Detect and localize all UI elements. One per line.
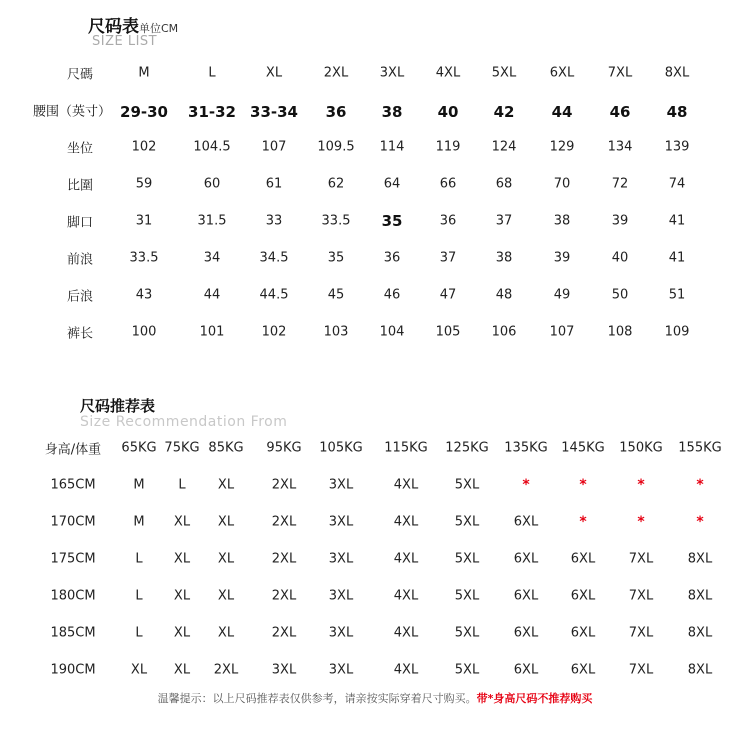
recommend-cell: 4XL [393,588,419,604]
recommend-cell: 2XL [271,625,297,641]
size-row-label: 后浪 [66,289,94,305]
size-cell: 36 [439,213,457,229]
size-cell: 33.5 [321,213,351,229]
size-cell: 139 [664,139,690,155]
size-cell: 4XL [435,65,461,81]
size-row-label: 比圍 [66,178,94,194]
weight-header: 65KG [121,440,157,456]
recommend-cell: 3XL [271,662,297,678]
height-label: 190CM [50,662,96,678]
size-cell: 37 [495,213,513,229]
size-cell: 46 [609,103,631,121]
size-cell: 129 [549,139,575,155]
size-cell: 7XL [607,65,633,81]
recommend-cell: L [135,588,143,604]
size-cell: 33.5 [129,250,159,266]
size-cell: 33 [265,213,283,229]
recommend-cell: 5XL [454,662,480,678]
height-label: 180CM [50,588,96,604]
size-cell: 37 [439,250,457,266]
recommend-cell: 3XL [328,514,354,530]
recommend-cell: XL [217,477,235,493]
size-row-label: 尺碼 [66,67,94,83]
recommend-cell: 8XL [687,588,713,604]
recommend-cell: 2XL [271,477,297,493]
size-cell: 49 [553,287,571,303]
size-cell: L [208,65,216,81]
size-cell: 109 [664,324,690,340]
recommend-cell: 8XL [687,662,713,678]
height-label: 165CM [50,477,96,493]
footer-note [0,690,750,706]
size-cell: 102 [131,139,157,155]
weight-header: 145KG [561,440,605,456]
weight-header: 135KG [504,440,548,456]
recommend-cell: XL [173,551,191,567]
size-cell: 48 [666,103,688,121]
recommend-table-subtitle: Size Recommendation From [80,414,288,430]
size-cell: 102 [261,324,287,340]
size-cell: 100 [131,324,157,340]
size-cell: 5XL [491,65,517,81]
recommend-cell: 8XL [687,625,713,641]
recommend-cell: 6XL [513,625,539,641]
recommend-cell: 4XL [393,625,419,641]
size-table-subtitle: SIZE LIST [92,34,158,49]
recommend-cell: 3XL [328,625,354,641]
size-cell: 40 [611,250,629,266]
size-cell: 43 [135,287,153,303]
size-cell: 105 [435,324,461,340]
not-recommended-mark: * [579,514,587,530]
size-cell: 41 [668,250,686,266]
recommend-cell: 6XL [570,551,596,567]
size-cell: 38 [553,213,571,229]
size-cell: 29-30 [120,103,168,121]
recommend-cell: XL [217,625,235,641]
recommend-cell: 6XL [570,662,596,678]
recommend-cell: 6XL [513,514,539,530]
size-cell: 35 [381,212,403,230]
size-cell: 124 [491,139,517,155]
recommend-corner-label: 身高/体重 [44,442,102,458]
recommend-cell: 8XL [687,551,713,567]
size-cell: 39 [611,213,629,229]
recommend-cell: L [135,551,143,567]
not-recommended-mark: * [696,514,704,530]
recommend-cell: 3XL [328,551,354,567]
recommend-cell: L [178,477,186,493]
recommend-cell: 7XL [628,662,654,678]
size-cell: 106 [491,324,517,340]
size-cell: 6XL [549,65,575,81]
weight-header: 155KG [678,440,722,456]
size-cell: 61 [265,176,283,192]
size-row-label: 脚口 [66,215,94,231]
size-cell: 109.5 [317,139,355,155]
size-cell: 35 [327,250,345,266]
size-row-label: 裤长 [66,326,94,342]
recommend-cell: 6XL [570,588,596,604]
size-cell: 41 [668,213,686,229]
recommend-cell: 5XL [454,588,480,604]
recommend-cell: 5XL [454,477,480,493]
size-cell: 64 [383,176,401,192]
recommend-cell: 7XL [628,551,654,567]
recommend-cell: M [133,477,145,493]
size-cell: 8XL [664,65,690,81]
recommend-cell: 3XL [328,477,354,493]
size-cell: 31 [135,213,153,229]
size-cell: 38 [495,250,513,266]
not-recommended-mark: * [637,477,645,493]
size-cell: 101 [199,324,225,340]
size-cell: 107 [549,324,575,340]
size-cell: 104 [379,324,405,340]
recommend-cell: XL [130,662,148,678]
size-row-label: 腰围（英寸） [32,104,112,120]
recommend-cell: XL [173,625,191,641]
recommend-cell: 4XL [393,662,419,678]
height-label: 185CM [50,625,96,641]
size-cell: 107 [261,139,287,155]
recommend-cell: 3XL [328,662,354,678]
recommend-cell: 6XL [513,662,539,678]
size-cell: 42 [493,103,515,121]
recommend-cell: XL [173,514,191,530]
recommend-cell: 2XL [213,662,239,678]
size-row-label: 坐位 [66,141,94,157]
size-cell: 50 [611,287,629,303]
recommend-cell: XL [173,662,191,678]
recommend-cell: 3XL [328,588,354,604]
size-cell: 2XL [323,65,349,81]
size-cell: 74 [668,176,686,192]
recommend-cell: 2XL [271,551,297,567]
recommend-cell: 2XL [271,514,297,530]
size-cell: 51 [668,287,686,303]
recommend-cell: 6XL [513,588,539,604]
size-cell: 114 [379,139,405,155]
size-cell: 66 [439,176,457,192]
weight-header: 105KG [319,440,363,456]
size-cell: 44 [203,287,221,303]
size-cell: 104.5 [193,139,231,155]
recommend-cell: 5XL [454,514,480,530]
size-cell: 3XL [379,65,405,81]
size-cell: 36 [383,250,401,266]
size-cell: 31.5 [197,213,227,229]
size-table-unit: 单位CM [139,22,179,35]
recommend-cell: 6XL [570,625,596,641]
recommend-cell: XL [217,514,235,530]
weight-header: 150KG [619,440,663,456]
weight-header: 95KG [266,440,302,456]
size-cell: 108 [607,324,633,340]
recommend-cell: 6XL [513,551,539,567]
recommend-cell: 4XL [393,551,419,567]
size-row-label: 前浪 [66,252,94,268]
not-recommended-mark: * [637,514,645,530]
size-table-title-text: 尺码表 [88,17,139,37]
size-cell: 62 [327,176,345,192]
recommend-table-title: 尺码推荐表 [80,397,156,415]
recommend-cell: XL [173,588,191,604]
size-cell: 47 [439,287,457,303]
height-label: 170CM [50,514,96,530]
recommend-cell: M [133,514,145,530]
size-cell: 68 [495,176,513,192]
recommend-cell: 5XL [454,625,480,641]
recommend-cell: XL [217,551,235,567]
size-cell: 34 [203,250,221,266]
weight-header: 75KG [164,440,200,456]
size-cell: 103 [323,324,349,340]
footer-warning: 带*身高尺码不推荐购买 [476,692,593,705]
weight-header: 85KG [208,440,244,456]
weight-header: 125KG [445,440,489,456]
recommend-cell: 5XL [454,551,480,567]
size-cell: 72 [611,176,629,192]
recommend-cell: XL [217,588,235,604]
footer-note-text: 温馨提示：以上尺码推荐表仅供参考，请亲按实际穿着尺寸购买。 [157,692,477,705]
recommend-cell: 7XL [628,625,654,641]
weight-header: 115KG [384,440,428,456]
size-cell: 38 [381,103,403,121]
size-cell: 39 [553,250,571,266]
height-label: 175CM [50,551,96,567]
recommend-cell: L [135,625,143,641]
not-recommended-mark: * [696,477,704,493]
not-recommended-mark: * [579,477,587,493]
size-cell: 34.5 [259,250,289,266]
size-cell: 36 [325,103,347,121]
size-cell: 60 [203,176,221,192]
recommend-cell: 4XL [393,477,419,493]
size-cell: 48 [495,287,513,303]
size-cell: M [138,65,150,81]
size-cell: 59 [135,176,153,192]
recommend-cell: 4XL [393,514,419,530]
size-cell: 44.5 [259,287,289,303]
size-cell: 45 [327,287,345,303]
size-cell: 33-34 [250,103,298,121]
size-cell: 46 [383,287,401,303]
size-cell: 119 [435,139,461,155]
not-recommended-mark: * [522,477,530,493]
size-cell: 44 [551,103,573,121]
size-cell: 134 [607,139,633,155]
size-cell: 70 [553,176,571,192]
size-cell: XL [265,65,283,81]
size-cell: 40 [437,103,459,121]
recommend-cell: 7XL [628,588,654,604]
size-cell: 31-32 [188,103,236,121]
recommend-cell: 2XL [271,588,297,604]
